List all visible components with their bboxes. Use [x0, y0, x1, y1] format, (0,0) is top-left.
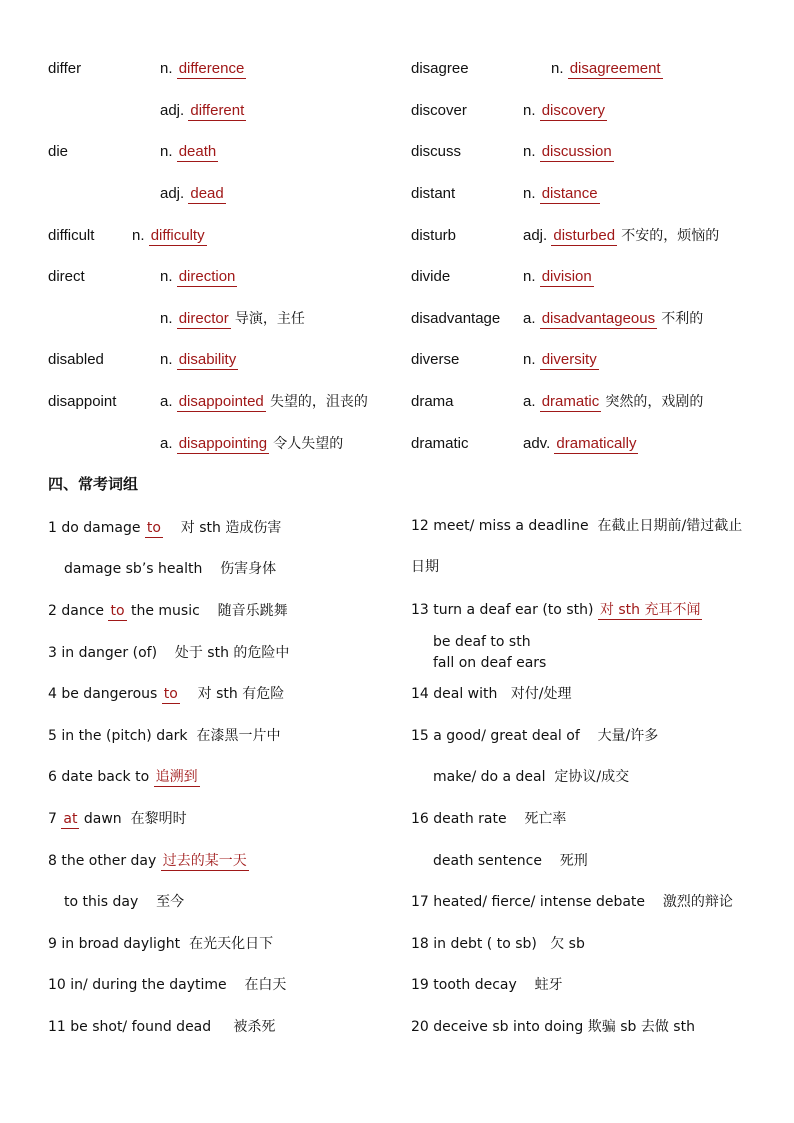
word-row	[160, 143, 218, 161]
chinese-meaning: 被杀死	[233, 1019, 276, 1035]
word-row	[132, 227, 207, 245]
chinese-meaning: 对付/处理	[510, 686, 572, 702]
answer: direction	[178, 268, 236, 285]
phrase-1	[48, 519, 281, 537]
pos: a.	[160, 393, 173, 410]
chinese-meaning: 不安的，烦恼的	[621, 228, 720, 244]
word-drama: drama	[411, 393, 454, 410]
phrase-text: 5 in the (pitch) dark	[48, 728, 188, 744]
phrase-3	[48, 644, 289, 662]
phrase-text: 19 tooth decay	[411, 977, 517, 993]
pos: n.	[523, 102, 536, 119]
phrase-13b: be deaf to sth	[433, 634, 531, 650]
phrase-text: 4 be dangerous	[48, 686, 162, 702]
answer: difference	[178, 60, 245, 77]
phrase-8	[48, 852, 249, 870]
phrase-text: 12 meet/ miss a deadline	[411, 518, 589, 534]
word-disagree: disagree	[411, 60, 469, 77]
chinese-meaning: 在黎明时	[130, 811, 187, 827]
phrase-18	[411, 935, 585, 953]
chinese-meaning: 在漆黑一片中	[196, 728, 281, 744]
phrase-19	[411, 976, 563, 994]
answer: disturbed	[553, 227, 616, 244]
chinese-meaning: 蛀牙	[534, 977, 563, 993]
phrase-7	[48, 810, 187, 828]
answer: at	[63, 811, 78, 827]
answer: disappointed	[178, 393, 264, 410]
word-row	[160, 268, 237, 286]
pos: adj.	[160, 102, 185, 119]
phrase-text: to this day	[64, 894, 139, 910]
phrase-9	[48, 935, 273, 953]
chinese-meaning: 令人失望的	[273, 436, 344, 452]
word-disappoint: disappoint	[48, 393, 117, 410]
pos: a.	[523, 310, 536, 327]
chinese-meaning: 不利的	[661, 311, 704, 327]
phrase-text: 18 in debt ( to sb)	[411, 936, 537, 952]
answer: disadvantageous	[541, 310, 656, 327]
phrase-text: 14 deal with	[411, 686, 498, 702]
word-row	[523, 185, 600, 203]
chinese-meaning: 大量/许多	[597, 728, 659, 744]
answer: dramatically	[556, 435, 637, 452]
phrase-4	[48, 685, 284, 703]
chinese-meaning: 定协议/成交	[554, 769, 630, 785]
word-row	[160, 435, 343, 453]
phrase-text: 17 heated/ fierce/ intense debate	[411, 894, 646, 910]
phrase-text: make/ do a deal	[433, 769, 546, 785]
answer: disability	[178, 351, 237, 368]
pos: n.	[523, 143, 536, 160]
chinese-meaning: 在白天	[244, 977, 287, 993]
word-direct: direct	[48, 268, 85, 285]
chinese-meaning: 伤害身体	[220, 561, 277, 577]
chinese-meaning: 处于 sth 的危险中	[174, 645, 290, 661]
word-row	[523, 102, 607, 120]
pos: n.	[160, 351, 173, 368]
phrase-text: 3 in danger (of)	[48, 645, 158, 661]
word-disabled: disabled	[48, 351, 104, 368]
word-differ: differ	[48, 60, 82, 77]
phrase-text: 7	[48, 811, 62, 827]
pos: n.	[551, 60, 564, 77]
phrase-20	[411, 1018, 695, 1036]
phrase-16	[411, 810, 566, 828]
chinese-meaning: 对 sth 有危险	[197, 686, 285, 702]
pos: n.	[160, 60, 173, 77]
phrase-15	[411, 727, 658, 745]
word-row	[523, 393, 703, 411]
phrase-text: damage sb’s health	[64, 561, 203, 577]
phrase-text: death sentence	[433, 853, 542, 869]
answer: division	[541, 268, 592, 285]
pos: n.	[132, 227, 145, 244]
phrase-text: 1 do damage	[48, 520, 145, 536]
phrase-12b: 日期	[411, 559, 439, 575]
word-row	[160, 185, 226, 203]
phrase-text: the music	[126, 603, 200, 619]
word-diverse: diverse	[411, 351, 460, 368]
word-discover: discover	[411, 102, 467, 119]
pos: n.	[523, 351, 536, 368]
chinese-meaning: 随音乐跳舞	[217, 603, 288, 619]
chinese-meaning: 在截止日期前/错过截止	[597, 518, 743, 534]
chinese-meaning: 死亡率	[524, 811, 567, 827]
word-row	[523, 351, 599, 369]
pos: n.	[523, 185, 536, 202]
word-row	[523, 435, 638, 453]
phrase-15b	[433, 768, 629, 786]
word-disturb: disturb	[411, 227, 457, 244]
answer: difficulty	[150, 227, 205, 244]
phrase-12	[411, 517, 742, 535]
chinese-meaning: 失望的，沮丧的	[269, 394, 368, 410]
chinese-meaning: 对 sth 造成伤害	[180, 520, 282, 536]
word-divide: divide	[411, 268, 451, 285]
word-row	[160, 102, 246, 120]
word-row	[160, 351, 238, 369]
chinese-meaning: 至今	[156, 894, 185, 910]
chinese-meaning: 激烈的辩论	[662, 894, 733, 910]
pos: adj.	[160, 185, 185, 202]
pos: adv.	[523, 435, 551, 452]
word-row	[523, 227, 719, 245]
phrase-text: 11 be shot/ found dead	[48, 1019, 212, 1035]
chinese-meaning: 突然的，戏剧的	[605, 394, 704, 410]
phrase-8b	[64, 893, 184, 911]
pos: n.	[160, 310, 173, 327]
phrase-text: 13 turn a deaf ear (to sth)	[411, 602, 598, 618]
chinese-meaning: 死刑	[559, 853, 588, 869]
answer: disagreement	[569, 60, 661, 77]
word-discuss: discuss	[411, 143, 462, 160]
chinese-meaning: 导演，主任	[234, 311, 305, 327]
phrase-text: 10 in/ during the daytime	[48, 977, 227, 993]
word-row	[523, 310, 703, 328]
answer: discussion	[541, 143, 612, 160]
phrase-text: dawn	[79, 811, 122, 827]
phrase-text: 2 dance	[48, 603, 109, 619]
chinese-meaning: 欠 sb	[550, 936, 585, 952]
answer: different	[190, 102, 245, 119]
chinese-meaning: 欺骗 sb 去做 sth	[587, 1019, 695, 1035]
word-dramatic: dramatic	[411, 435, 469, 452]
pos: a.	[523, 393, 536, 410]
word-row	[160, 393, 368, 411]
pos: n.	[523, 268, 536, 285]
answer: to	[163, 686, 178, 702]
pos: adj.	[523, 227, 548, 244]
phrase-14	[411, 685, 571, 703]
word-distant: distant	[411, 185, 456, 202]
phrase-13	[411, 601, 702, 619]
pos: a.	[160, 435, 173, 452]
answer: diversity	[541, 351, 597, 368]
answer: dead	[190, 185, 224, 202]
word-row	[160, 60, 246, 78]
answer: director	[178, 310, 229, 327]
word-row	[160, 310, 305, 328]
answer: discovery	[541, 102, 606, 119]
word-row	[551, 60, 663, 78]
phrase-13c: fall on deaf ears	[433, 655, 547, 671]
answer: distance	[541, 185, 598, 202]
answer: 追溯到	[155, 769, 198, 785]
phrase-text: 9 in broad daylight	[48, 936, 181, 952]
word-disadvantage: disadvantage	[411, 310, 501, 327]
phrase-text: 16 death rate	[411, 811, 507, 827]
answer: death	[178, 143, 217, 160]
answer: to	[110, 603, 125, 619]
answer: 过去的某一天	[162, 853, 247, 869]
word-difficult: difficult	[48, 227, 95, 244]
answer: dramatic	[541, 393, 600, 410]
phrase-17	[411, 893, 733, 911]
phrase-10	[48, 976, 286, 994]
pos: n.	[160, 268, 173, 285]
phrase-text: 20 deceive sb into doing	[411, 1019, 584, 1035]
phrase-6	[48, 768, 200, 786]
phrase-5	[48, 727, 280, 745]
phrase-text: 8 the other day	[48, 853, 161, 869]
word-row	[523, 268, 594, 286]
section-title: 四、常考词组	[48, 475, 139, 493]
phrase-11	[48, 1018, 275, 1036]
word-die: die	[48, 143, 69, 160]
pos: n.	[160, 143, 173, 160]
answer: disappointing	[178, 435, 268, 452]
phrase-16b	[433, 852, 588, 870]
chinese-meaning: 在光天化日下	[189, 936, 274, 952]
word-row	[523, 143, 614, 161]
phrase-2	[48, 602, 288, 620]
phrase-1b	[64, 560, 276, 578]
answer: to	[146, 520, 161, 536]
answer: 对 sth 充耳不闻	[599, 602, 701, 618]
phrase-text: 15 a good/ great deal of	[411, 728, 580, 744]
phrase-text: 6 date back to	[48, 769, 154, 785]
